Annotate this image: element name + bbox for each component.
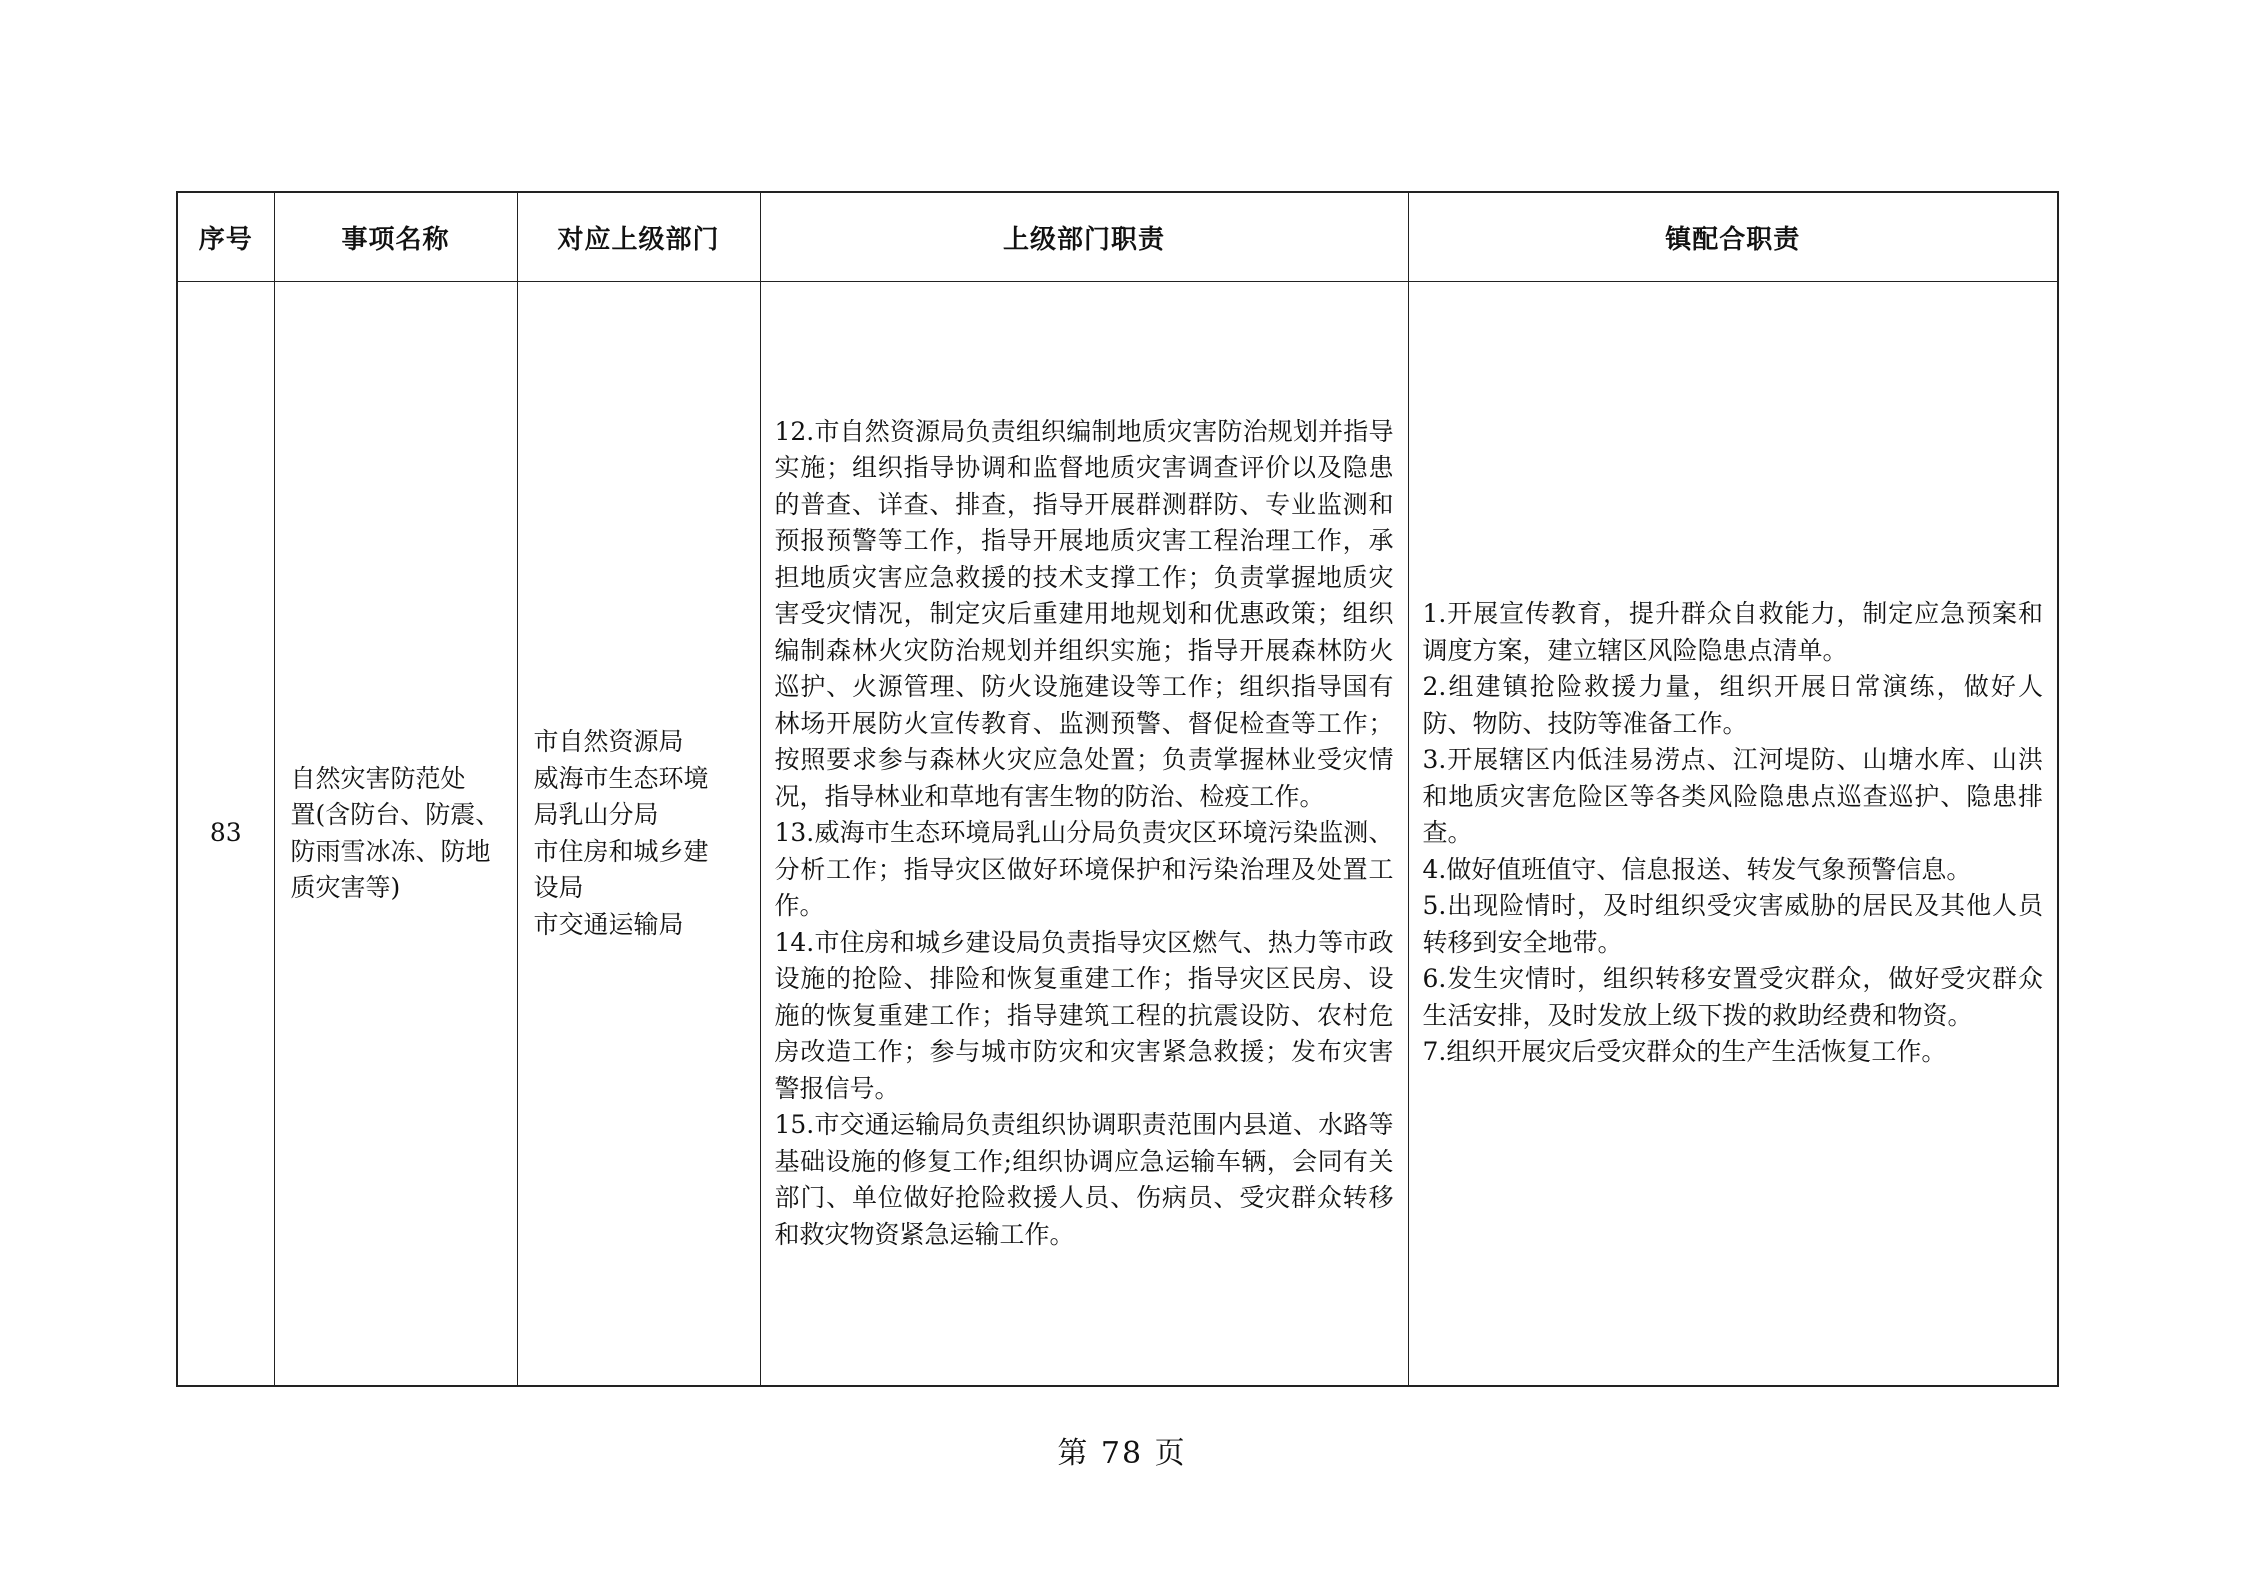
town-duty-paragraph: 1.开展宣传教育，提升群众自救能力，制定应急预案和调度方案，建立辖区风险隐患点清单。: [1422, 599, 2043, 665]
town-duty-paragraph: 7.组织开展灾后受灾群众的生产生活恢复工作。: [1422, 1037, 1947, 1067]
duty-paragraph: 15.市交通运输局负责组织协调职责范围内县道、水路等基础设施的修复工作;组织协调应急运输车辆，会同有关部门、单位做好抢险救援人员、伤病员、受灾群众转移和救灾物资紧急运输工作。: [774, 1110, 1394, 1249]
item-name-line: 防雨雪冰冻、防地: [290, 836, 491, 866]
cell-superior-duties: [760, 282, 1408, 1387]
town-duty-paragraph: 4.做好值班值守、信息报送、转发气象预警信息。: [1422, 854, 1972, 884]
town-duty-paragraph: 2.组建镇抢险救援力量，组织开展日常演练，做好人防、物防、技防等准备工作。: [1422, 672, 2043, 738]
department-line: 设局: [533, 873, 584, 902]
header-seq: 序号: [177, 192, 274, 282]
table-row: [177, 282, 2058, 1387]
cell-item-name: [274, 282, 517, 1387]
item-name-line: 置(含防台、防震、: [290, 800, 501, 829]
header-town-duties: 镇配合职责: [1408, 192, 2058, 282]
duty-paragraph: 14.市住房和城乡建设局负责指导灾区燃气、热力等市政设施的抢险、排险和恢复重建工作；指导灾区民房、设施的恢复重建工作；指导建筑工程的抗震设防、农村危房改造工作；参与城市防灾和灾害紧急救援；发布灾害警报信号。: [774, 927, 1394, 1103]
duty-paragraph: 13.威海市生态环境局乳山分局负责灾区环境污染监测、分析工作；指导灾区做好环境保护和污染治理及处置工作。: [774, 818, 1394, 921]
header-item-name: 事项名称: [274, 192, 517, 282]
cell-seq: 83: [177, 282, 274, 1387]
item-name-line: 质灾害等): [290, 873, 401, 902]
town-duty-paragraph: 5.出现险情时，及时组织受灾害威胁的居民及其他人员转移到安全地带。: [1422, 891, 2043, 957]
town-duty-paragraph: 6.发生灾情时，组织转移安置受灾群众，做好受灾群众生活安排，及时发放上级下拨的救助经费和物资。: [1422, 964, 2043, 1030]
page-number: 第 78 页: [1057, 1436, 1187, 1471]
cell-departments: [517, 282, 760, 1387]
item-name-line: 自然灾害防范处: [290, 763, 466, 793]
responsibility-table: [176, 191, 2059, 1387]
department-line: 市住房和城乡建: [533, 836, 709, 866]
town-duty-paragraph: 3.开展辖区内低洼易涝点、江河堤防、山塘水库、山洪和地质灾害危险区等各类风险隐患点巡查巡护、隐患排查。: [1422, 745, 2043, 848]
department-line: 市自然资源局: [533, 727, 684, 756]
duty-paragraph: 12.市自然资源局负责组织编制地质灾害防治规划并指导实施；组织指导协调和监督地质灾害调查评价以及隐患的普查、详查、排查，指导开展群测群防、专业监测和预报预警等工作，指导开展地质灾害工程治理工作，承担地质灾害应急救援的技术支撑工作；负责掌握地质灾害受灾情况，制定灾后重建用地规划和优惠政策；组织编制森林火灾防治规划并组织实施；指导开展森林防火巡护、火源管理、防火设施建设等工作；组织指导国有林场开展防火宣传教育、监测预警、督促检查等工作；按照要求参与森林火灾应急处置；负责掌握林业受灾情况，指导林业和草地有害生物的防治、检疫工作。: [774, 416, 1394, 811]
department-line: 局乳山分局: [533, 800, 659, 829]
header-superior-duties: 上级部门职责: [760, 192, 1408, 282]
department-line: 威海市生态环境: [533, 763, 709, 793]
table-header-row: [177, 192, 2058, 282]
cell-town-duties: [1408, 282, 2058, 1387]
department-line: 市交通运输局: [533, 909, 684, 939]
header-superior-department: 对应上级部门: [517, 192, 760, 282]
